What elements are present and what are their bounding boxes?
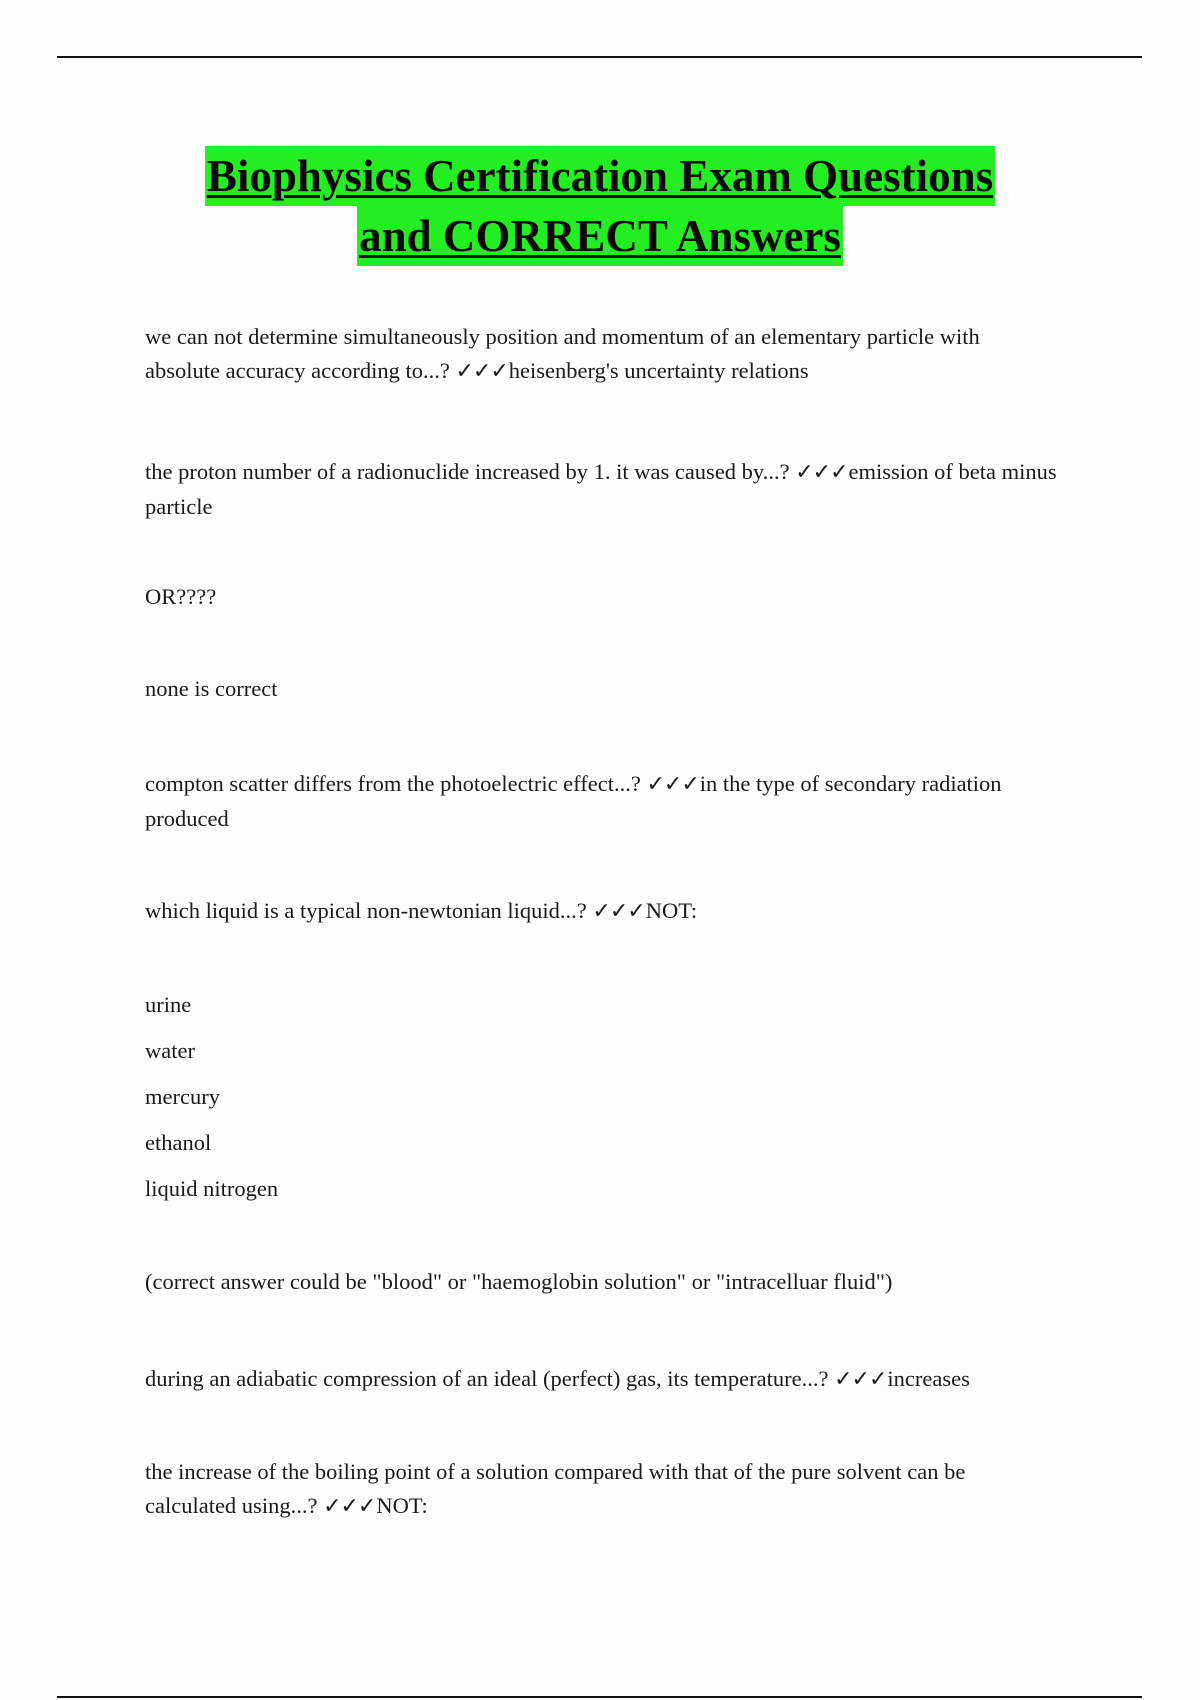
checkmark-icon: ✓✓✓ [646,772,699,797]
question-text: compton scatter differs from the photoelectric effect...? [145,771,647,796]
list-item: liquid nitrogen [145,1176,279,1201]
answer-text: heisenberg's uncertainty relations [508,358,809,383]
document-title [60,146,1140,266]
qa-item-4 [145,894,1060,929]
checkmark-icon: ✓✓✓ [455,359,508,384]
question-text: we can not determine simultaneously position and momentum of an elementary particle with absolute accuracy according to...? [145,324,980,383]
answer-text: emission of beta minus particle [145,459,1057,519]
question-text: the proton number of a radionuclide increased by 1. it was caused by...? [145,459,796,484]
header-rule [57,56,1142,58]
answer-text: in the type of secondary radiation produced [145,771,1002,831]
answer-note: OR???? [145,584,217,609]
answer-text: NOT: [376,1493,428,1518]
list-item: water [145,1038,195,1063]
checkmark-icon: ✓✓✓ [795,460,848,485]
question-text: the increase of the boiling point of a solution compared with that of the pure solvent can be calculated using...? [145,1459,966,1518]
qa-item-6 [145,1455,1060,1524]
question-text: during an adiabatic compression of an ideal (perfect) gas, its temperature...? [145,1366,835,1391]
question-text: which liquid is a typical non-newtonian liquid...? [145,898,593,923]
answer-note: (correct answer could be "blood" or "haemoglobin solution" or "intracelluar fluid") [145,1269,893,1294]
qa-item-5 [145,1362,1060,1397]
qa-item-1 [145,320,1060,389]
qa-item-2 [145,455,1060,524]
checkmark-icon: ✓✓✓ [323,1494,376,1519]
checkmark-icon: ✓✓✓ [834,1367,887,1392]
answer-text: NOT: [645,898,698,923]
checkmark-icon: ✓✓✓ [592,899,645,924]
title-line-2: and CORRECT Answers [357,206,843,266]
footer-rule [57,1696,1142,1698]
answer-text: increases [887,1366,970,1391]
answer-note: none is correct [145,676,278,701]
list-item: mercury [145,1084,220,1109]
title-line-1: Biophysics Certification Exam Questions [205,146,995,206]
qa-item-3 [145,767,1060,836]
list-item: ethanol [145,1130,212,1155]
list-item: urine [145,992,192,1017]
